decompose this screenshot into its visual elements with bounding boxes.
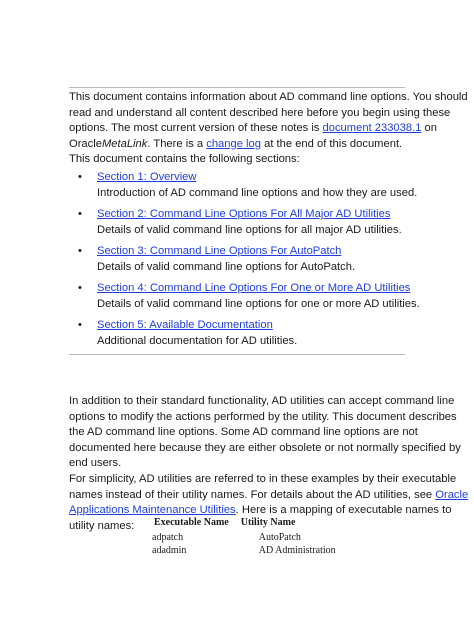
bullet: • [78, 319, 82, 331]
section-description: Details of valid command line options for one or more AD utilities. [97, 297, 420, 310]
bullet: • [78, 282, 82, 294]
intro-line: This document contains information about AD command line options. You should [69, 91, 468, 103]
table-cell: adadmin [152, 545, 187, 556]
section-5-link[interactable]: Section 5: Available Documentation [97, 319, 273, 331]
section-3-link[interactable]: Section 3: Command Line Options For AutoPatch [97, 245, 342, 257]
column-header: Utility Name [240, 517, 296, 528]
sections-list [74, 170, 420, 355]
body-line: In addition to their standard functionality, AD utilities can accept command line [69, 395, 455, 407]
intro-text: Oracle [69, 137, 102, 150]
intro-line: This document contains the following sections: [69, 153, 300, 166]
intro-text: on [421, 122, 437, 135]
table-cell: adpatch [152, 532, 184, 543]
section-description: Details of valid command line options for AutoPatch. [97, 260, 356, 273]
table-header-row [150, 516, 340, 531]
intro-paragraph [69, 90, 468, 168]
oracle-apps-link[interactable]: Oracle [435, 488, 469, 501]
table-row [150, 531, 340, 544]
table-cell: AD Administration [258, 545, 336, 556]
section-description: Introduction of AD command line options and how they are used. [97, 186, 418, 199]
body-line [69, 488, 469, 504]
list-item [74, 207, 414, 244]
body-text: . Here is a mapping of executable names to [235, 504, 452, 517]
section-divider [69, 354, 405, 355]
section-description: Details of valid command line options for all major AD utilities. [97, 223, 402, 236]
change-log-link[interactable]: change log [206, 137, 261, 150]
list-item [74, 281, 420, 318]
body-line: the AD command line options. Some AD command line options are not [69, 426, 418, 439]
table-cell: AutoPatch [258, 532, 301, 543]
section-4-link[interactable]: Section 4: Command Line Options For One or More AD Utilities [97, 282, 411, 294]
bullet: • [78, 171, 82, 183]
document-link[interactable]: document 233038.1 [322, 122, 422, 135]
executable-mapping-table [150, 516, 340, 557]
bullet: • [78, 208, 82, 220]
section-description: Additional documentation for AD utilities. [97, 334, 298, 347]
intro-line: read and understand all content described here before you begin using these [69, 106, 451, 119]
list-item [74, 244, 414, 281]
body-line: options to modify the actions performed by the utility. This document describes [69, 410, 457, 423]
column-header: Executable Name [154, 517, 229, 528]
intro-text: options. The most current version of these notes is [69, 122, 323, 135]
metalink-italic: MetaLink [101, 137, 148, 150]
table-row [150, 544, 340, 557]
oracle-apps-link-continued[interactable]: Applications Maintenance Utilities [69, 504, 236, 517]
intro-line [69, 137, 414, 153]
body-line: For simplicity, AD utilities are referred to in these examples by their executable [69, 472, 457, 485]
section-2-link[interactable]: Section 2: Command Line Options For All Major AD Utilities [97, 208, 391, 220]
intro-text: . There is a [147, 137, 207, 150]
bullet: • [78, 245, 82, 257]
intro-text: at the end of this document. [260, 137, 403, 150]
intro-line [69, 121, 437, 137]
body-line: documented here because they are either obsolete or not normally specified by [69, 441, 461, 454]
overview-paragraph [69, 394, 469, 534]
body-line: utility names: [69, 519, 135, 532]
body-line: end users. [69, 457, 122, 470]
section-1-link[interactable]: Section 1: Overview [97, 171, 197, 183]
top-divider [69, 87, 405, 88]
body-text: names instead of their utility names. For details about the AD utilities, see [69, 488, 436, 501]
list-item [74, 170, 418, 207]
list-item [74, 318, 414, 355]
